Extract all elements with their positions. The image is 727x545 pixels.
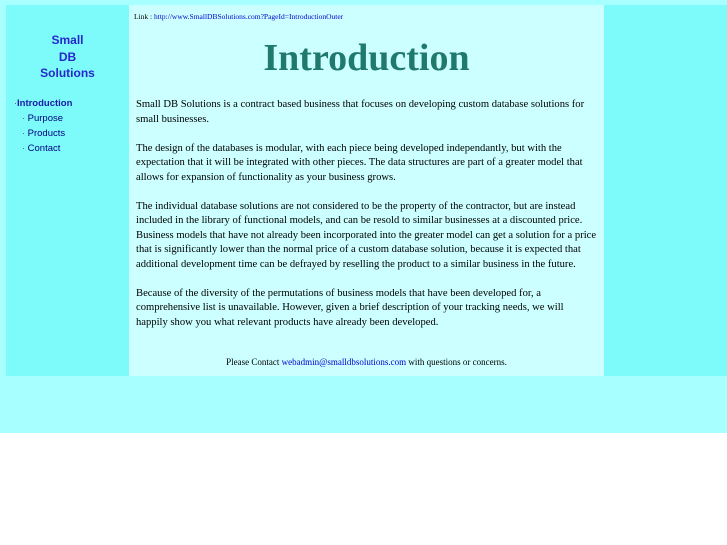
link-prefix: Link : <box>134 12 154 21</box>
page-url-link[interactable]: http://www.SmallDBSolutions.com?PageId=IntroductionOuter <box>154 12 344 21</box>
nav-item-label: Introduction <box>17 98 73 109</box>
brand-logo-text <box>6 32 129 82</box>
nav-item-purpose[interactable] <box>14 111 72 126</box>
contact-line <box>129 357 604 367</box>
paragraph-intro: Small DB Solutions is a contract based business that focuses on developing custom database solutions for small businesses. <box>136 99 585 125</box>
bullet-icon: · <box>14 98 17 108</box>
contact-email-link[interactable]: webadmin@smalldbsolutions.com <box>281 357 407 367</box>
nav-link-products[interactable]: Products <box>27 128 66 139</box>
contact-suffix: with questions or concerns. <box>406 357 507 367</box>
contact-prefix: Please Contact <box>226 357 282 367</box>
brand-line-db: DB <box>58 49 77 64</box>
bullet-icon: · <box>22 128 25 138</box>
paragraph-ownership: The individual database solutions are not considered to be the property of the contractor, but are instead included in the library of functional models, and can be resold to similar businesses at a discounted price. Business models that have not already been incorporated into the greater model can get a solution for a price that is significantly lower than the normal price of a custom database solution, because it is expected that additional development time can be defrayed by reselling the product to a similar business in the future. <box>136 200 597 270</box>
nav-item-introduction[interactable] <box>14 96 72 111</box>
bullet-icon: · <box>22 113 25 123</box>
paragraph-diversity: Because of the diversity of the permutations of business models that have been developed for, a comprehensive list is unavailable. However, given a brief description of your tracking needs, we will happily show you what relevant products have already been developed. <box>136 287 564 328</box>
paragraph-design: The design of the databases is modular, with each piece being developed independantly, but with the expectation that it will be integrated with other pieces. The data structures are part of a greater model that allows for expansion of functionality as your business grows. <box>136 142 583 183</box>
brand-line-solutions: Solutions <box>40 66 95 80</box>
nav-link-contact[interactable]: Contact <box>27 143 61 154</box>
nav-link-purpose[interactable]: Purpose <box>27 113 64 124</box>
article-body <box>136 98 598 345</box>
page-title: Introduction <box>263 37 470 79</box>
nav-item-products[interactable] <box>14 126 72 141</box>
bullet-icon: · <box>22 143 25 153</box>
right-sidebar <box>604 5 727 376</box>
page-link-line <box>134 12 343 21</box>
brand-line-small: Small <box>51 33 84 47</box>
nav-item-contact[interactable] <box>14 141 72 156</box>
sidebar-nav <box>14 96 72 156</box>
